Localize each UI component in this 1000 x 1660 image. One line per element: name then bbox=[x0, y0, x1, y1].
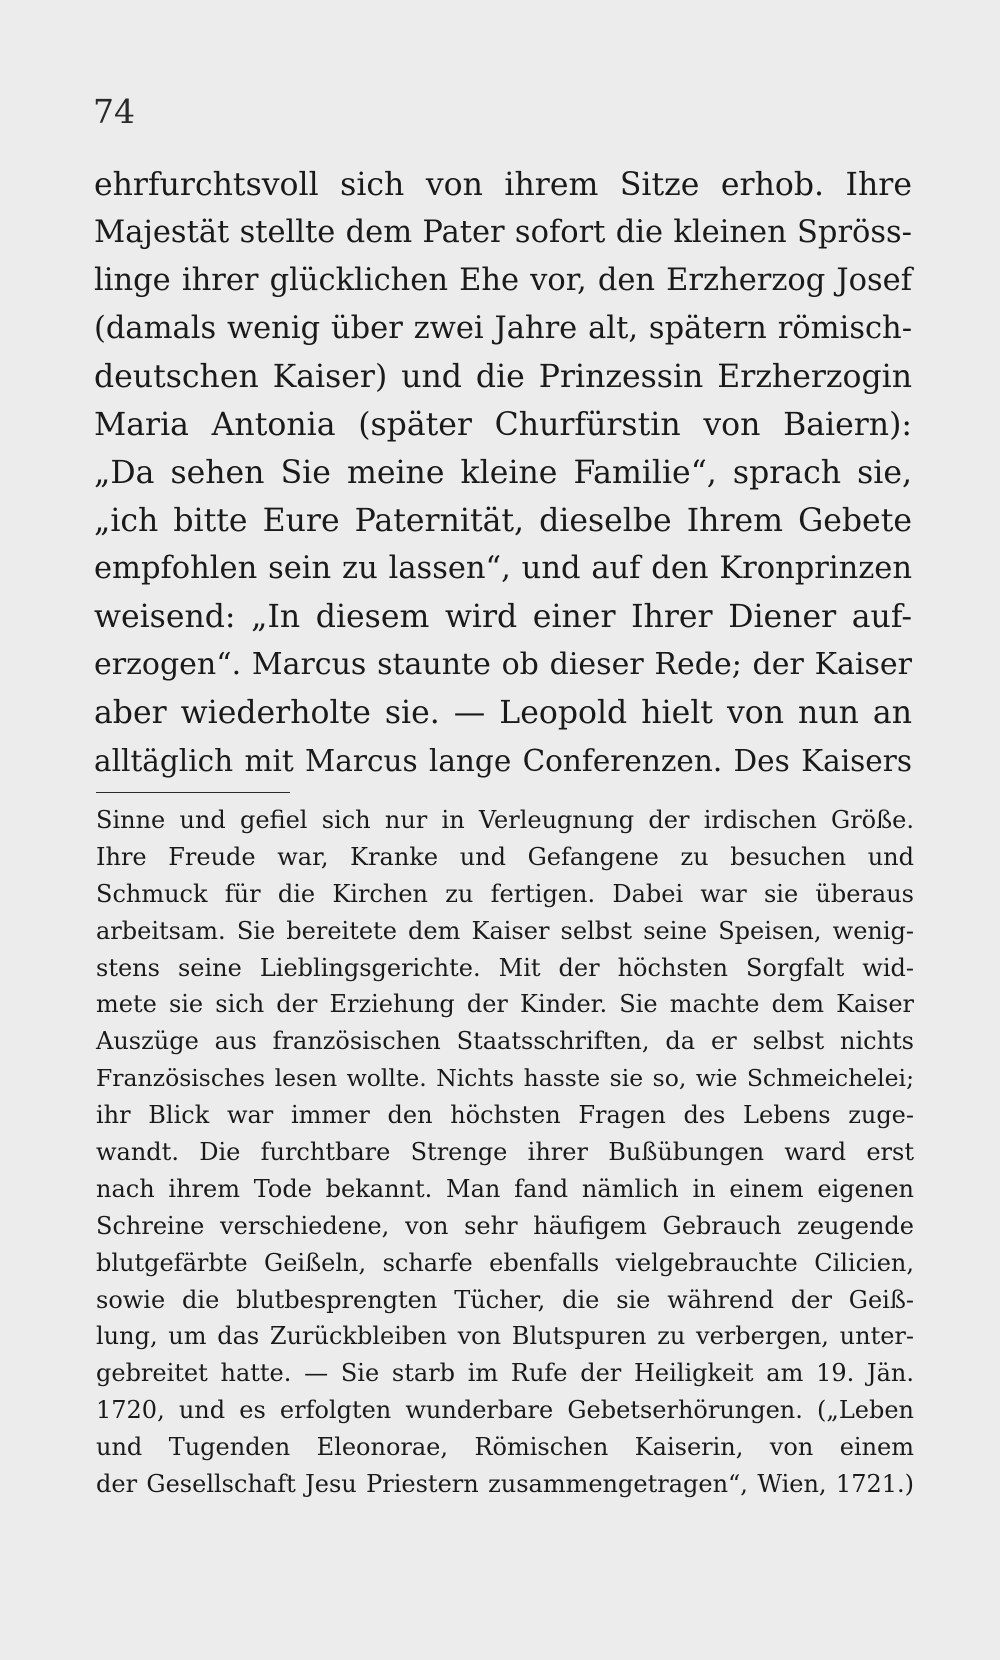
main-text-line: Majestät stellte dem Pater sofort die kleinen Spröss- bbox=[94, 215, 912, 250]
main-text-line: „Da sehen Sie meine kleine Familie“, sprach sie, bbox=[94, 455, 912, 491]
page-number: 74 bbox=[93, 92, 135, 131]
footnote-line: und Tugenden Eleonorae, Römischen Kaiserin, von einem bbox=[96, 1433, 914, 1462]
footnote-line: arbeitsam. Sie bereitete dem Kaiser selbst seine Speisen, wenig- bbox=[96, 916, 914, 945]
main-text-line: „ich bitte Eure Paternität, dieselbe Ihrem Gebete bbox=[94, 503, 912, 539]
footnote-line: Auszüge aus französischen Staatsschriften, da er selbst nichts bbox=[96, 1027, 914, 1056]
main-text-line: empfohlen sein zu lassen“, und auf den Kronprinzen bbox=[94, 551, 912, 586]
footnote-line: Schreine verschiedene, von sehr häufigem Gebrauch zeugende bbox=[96, 1211, 914, 1240]
footnote-line: Ihre Freude war, Kranke und Gefangene zu besuchen und bbox=[96, 842, 914, 871]
main-text-line: linge ihrer glücklichen Ehe vor, den Erzherzog Josef bbox=[94, 263, 912, 298]
footnote-line: der Gesellschaft Jesu Priestern zusammengetragen“, Wien, 1721.) bbox=[96, 1470, 914, 1499]
main-text-line: aber wiederholte sie. — Leopold hielt von nun an bbox=[94, 695, 912, 731]
main-text-line: alltäglich mit Marcus lange Conferenzen. Des Kaisers bbox=[94, 744, 912, 778]
footnote-line: mete sie sich der Erziehung der Kinder. Sie machte dem Kaiser bbox=[96, 990, 914, 1019]
main-text-line: deutschen Kaiser) und die Prinzessin Erzherzogin bbox=[94, 359, 912, 395]
main-text-line: ehrfurchtsvoll sich von ihrem Sitze erhob. Ihre bbox=[94, 167, 912, 203]
footnote-separator bbox=[96, 792, 290, 793]
footnote-line: Sinne und gefiel sich nur in Verleugnung der irdischen Größe. bbox=[96, 806, 914, 834]
footnote-line: blutgefärbte Geißeln, scharfe ebenfalls vielgebrauchte Cilicien, bbox=[96, 1248, 914, 1277]
footnote-block bbox=[96, 802, 914, 1503]
main-text-line: Maria Antonia (später Churfürstin von Baiern): bbox=[94, 407, 912, 443]
footnote-line: wandt. Die furchtbare Strenge ihrer Bußübungen ward erst bbox=[96, 1138, 914, 1167]
footnote-line: ihr Blick war immer den höchsten Fragen des Lebens zuge- bbox=[96, 1101, 914, 1130]
main-text-line: (damals wenig über zwei Jahre alt, spätern römisch- bbox=[94, 311, 912, 346]
main-text-line: erzogen“. Marcus staunte ob dieser Rede; der Kaiser bbox=[94, 647, 912, 682]
main-text-block bbox=[94, 161, 912, 785]
footnote-line: sowie die blutbesprengten Tücher, die sie während der Geiß- bbox=[96, 1285, 914, 1314]
footnote-line: lung, um das Zurückbleiben von Blutspuren zu verbergen, unter- bbox=[96, 1322, 914, 1351]
footnote-line: stens seine Lieblingsgerichte. Mit der höchsten Sorgfalt wid- bbox=[96, 953, 914, 982]
footnote-line: Französisches lesen wollte. Nichts hasste sie so, wie Schmeichelei; bbox=[96, 1064, 914, 1093]
footnote-line: nach ihrem Tode bekannt. Man fand nämlich in einem eigenen bbox=[96, 1174, 914, 1203]
footnote-line: 1720, und es erfolgten wunderbare Gebetserhörungen. („Leben bbox=[96, 1396, 914, 1425]
footnote-line: Schmuck für die Kirchen zu fertigen. Dabei war sie überaus bbox=[96, 879, 914, 908]
footnote-line: gebreitet hatte. — Sie starb im Rufe der Heiligkeit am 19. Jän. bbox=[96, 1359, 914, 1388]
main-text-line: weisend: „In diesem wird einer Ihrer Diener auf- bbox=[94, 599, 912, 635]
